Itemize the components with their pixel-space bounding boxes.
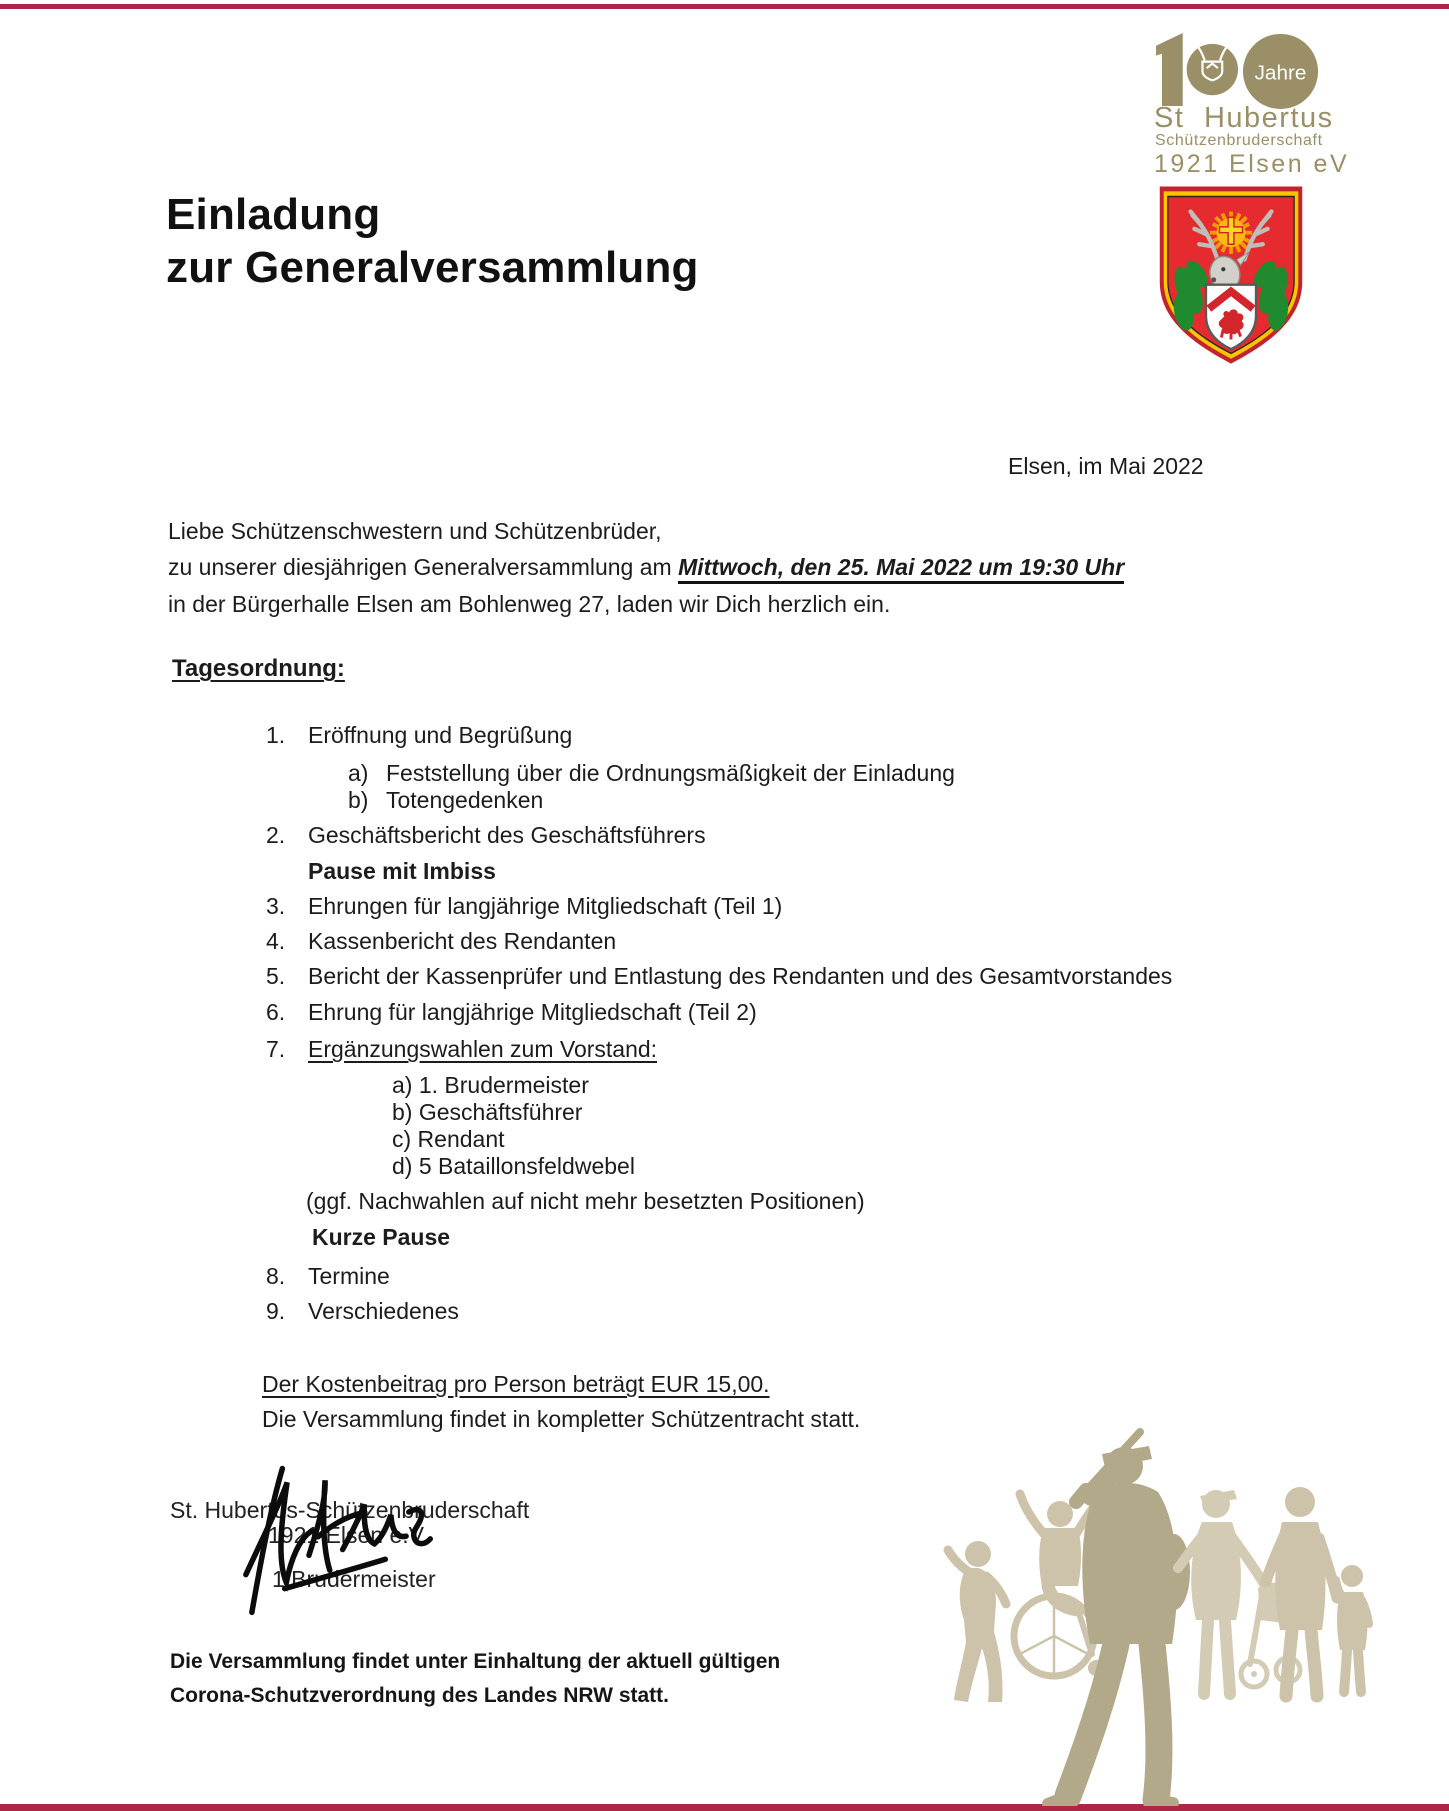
agenda-number: 6. xyxy=(266,999,286,1025)
agenda-text: Bericht der Kassenprüfer und Entlastung des Rendanten und des Gesamtvorstandes xyxy=(308,963,1173,989)
signature-role: 1.Brudermeister xyxy=(272,1566,436,1592)
salutation: Liebe Schützenschwestern und Schützenbrüder, xyxy=(168,518,662,544)
agenda-sub-text: a) 1. Brudermeister xyxy=(392,1072,589,1098)
fee-line: Der Kostenbeitrag pro Person beträgt EUR 15,00. xyxy=(262,1371,770,1397)
logo-jahre-text: Jahre xyxy=(1254,61,1307,85)
logo-100-graphic xyxy=(1152,30,1330,111)
title-line-1: Einladung xyxy=(166,190,381,239)
intro-line-3: in der Bürgerhalle Elsen am Bohlenweg 27, laden wir Dich herzlich ein. xyxy=(168,591,891,617)
agenda-number: 3. xyxy=(266,893,286,919)
agenda-heading: Tagesordnung: xyxy=(172,655,345,682)
agenda-sub-label: b) xyxy=(348,787,369,813)
logo-year-line: 1921 Elsen eV xyxy=(1154,150,1350,178)
footer-line-1: Die Versammlung findet unter Einhaltung der aktuell gültigen xyxy=(170,1650,781,1673)
agenda-number: 9. xyxy=(266,1298,286,1324)
agenda-text: Verschiedenes xyxy=(308,1298,459,1324)
silhouette-running-child xyxy=(948,1541,1006,1702)
agenda-sub-label: a) xyxy=(348,760,369,786)
agenda-note-text: Kurze Pause xyxy=(312,1224,451,1250)
agenda-note-text: (ggf. Nachwahlen auf nicht mehr besetzten Positionen) xyxy=(306,1188,865,1214)
agenda-number: 4. xyxy=(266,928,286,954)
agenda-text: Ergänzungswahlen zum Vorstand: xyxy=(308,1036,658,1062)
agenda-sub-text: Feststellung über die Ordnungsmäßigkeit der Einladung xyxy=(386,760,955,786)
logo-club-name: St Hubertus xyxy=(1154,102,1334,134)
agenda-number: 2. xyxy=(266,822,286,848)
club-crest-icon xyxy=(1154,182,1308,369)
agenda-text: Eröffnung und Begrüßung xyxy=(308,722,573,748)
agenda-sub-text: b) Geschäftsführer xyxy=(392,1099,583,1125)
dateline: Elsen, im Mai 2022 xyxy=(1008,453,1204,479)
agenda-number: 8. xyxy=(266,1263,286,1289)
signature-scrawl-icon xyxy=(220,1452,446,1620)
agenda-note-text: Pause mit Imbiss xyxy=(308,858,496,884)
logo-club-subtitle: Schützenbruderschaft xyxy=(1155,132,1323,149)
agenda-number: 5. xyxy=(266,963,286,989)
dress-code-line: Die Versammlung findet in kompletter Schützentracht statt. xyxy=(262,1406,861,1432)
agenda-text: Ehrungen für langjährige Mitgliedschaft (Teil 1) xyxy=(308,893,783,919)
agenda-text: Geschäftsbericht des Geschäftsführers xyxy=(308,822,706,848)
agenda-sub-text: Totengedenken xyxy=(386,787,544,813)
top-edge-line xyxy=(0,4,1449,9)
title-line-2: zur Generalversammlung xyxy=(166,243,699,292)
community-silhouette-graphic xyxy=(928,1402,1410,1806)
footer-line-2: Corona-Schutzverordnung des Landes NRW statt. xyxy=(170,1684,669,1707)
agenda-number: 1. xyxy=(266,722,286,748)
agenda-text: Termine xyxy=(308,1263,390,1289)
agenda-sub-text: d) 5 Bataillonsfeldwebel xyxy=(392,1153,635,1179)
silhouette-marksman xyxy=(1048,1432,1190,1804)
intro-line-2-prefix: zu unserer diesjährigen Generalversammlung am xyxy=(168,554,679,580)
meeting-date-emphasis: Mittwoch, den 25. Mai 2022 um 19:30 Uhr xyxy=(678,554,1124,584)
silhouette-toddler xyxy=(1336,1565,1369,1692)
signature-org: St. Hubertus-Schützenbruderschaft xyxy=(170,1497,530,1523)
intro-line-2 xyxy=(168,553,1124,581)
crest-sunburst-cross xyxy=(1210,211,1252,253)
agenda-sub-text: c) Rendant xyxy=(392,1126,505,1152)
document-title xyxy=(166,188,699,294)
agenda-text: Ehrung für langjährige Mitgliedschaft (Teil 2) xyxy=(308,999,757,1025)
agenda-number: 7. xyxy=(266,1036,286,1062)
signature-org-2: 1921 Elsen e.V. xyxy=(268,1522,429,1548)
agenda-text: Kassenbericht des Rendanten xyxy=(308,928,617,954)
